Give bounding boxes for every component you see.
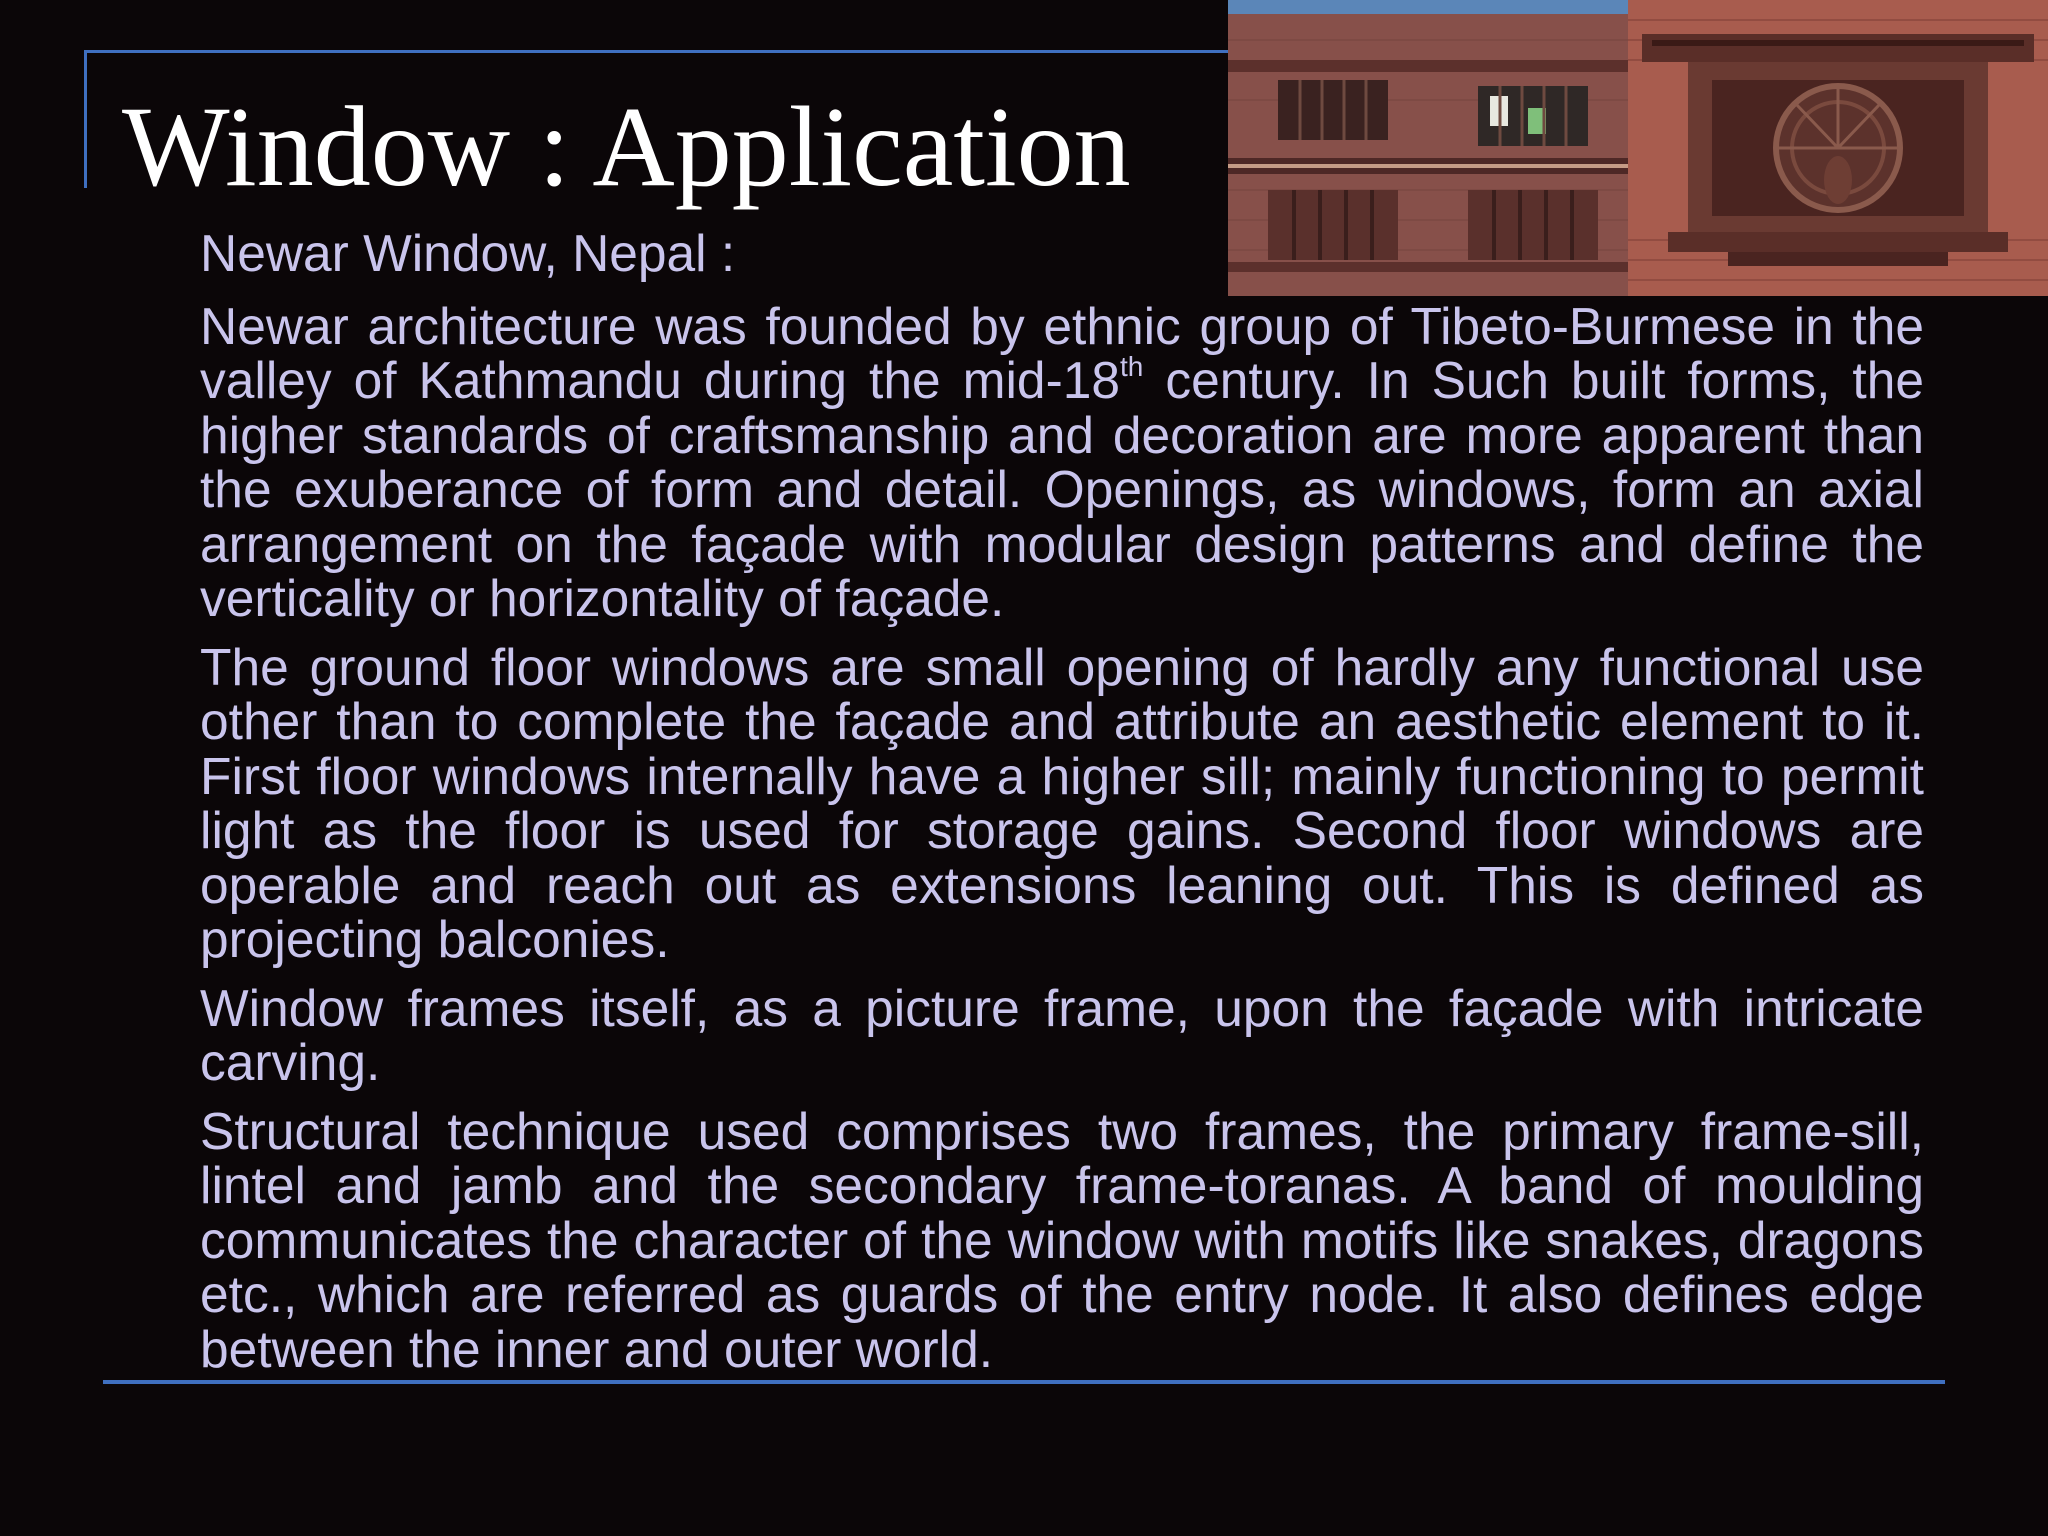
slide-title: Window : Application [122, 83, 1131, 210]
paragraph-4: Structural technique used comprises two frames, the primary frame-sill, lintel and jamb and the secondary frame-toranas. A band of moulding communicates the character of the window with motifs like snakes, dragons etc., which are referred as guards of the entry node. It also defines edge between the inner and outer world. [200, 1101, 1924, 1378]
title-rule-top [84, 50, 1234, 53]
paragraph-3: Window frames itself, as a picture frame, upon the façade with intricate carving. [200, 978, 1924, 1091]
paragraph-2: The ground floor windows are small opening of hardly any functional use other than to complete the façade and attribute an aesthetic element to it. First floor windows internally have a higher sill; mainly functioning to permit light as the floor is used for storage gains. Second floor windows are operable and reach out as extensions leaning out. This is defined as projecting balconies. [200, 637, 1924, 968]
paragraph-1 [200, 296, 1924, 627]
ordinal-superscript: th [1120, 351, 1144, 382]
footer-rule [103, 1380, 1945, 1384]
slide-body [200, 226, 1924, 1390]
paragraph-1-text-b: century. In Such built forms, the higher standards of craftsmanship and decoration are more apparent than the exuberance of form and detail. Openings, as windows, form an axial arrangement on the façade with modular design patterns and define the verticality or horizontality of façade. [200, 351, 1924, 627]
paragraph-1-text-a: Newar architecture was founded by ethnic group of Tibeto-Burmese in the valley of Kathmandu during the mid-18 [200, 296, 1924, 409]
title-rule-left [84, 50, 87, 188]
section-heading: Newar Window, Nepal : [200, 224, 736, 282]
